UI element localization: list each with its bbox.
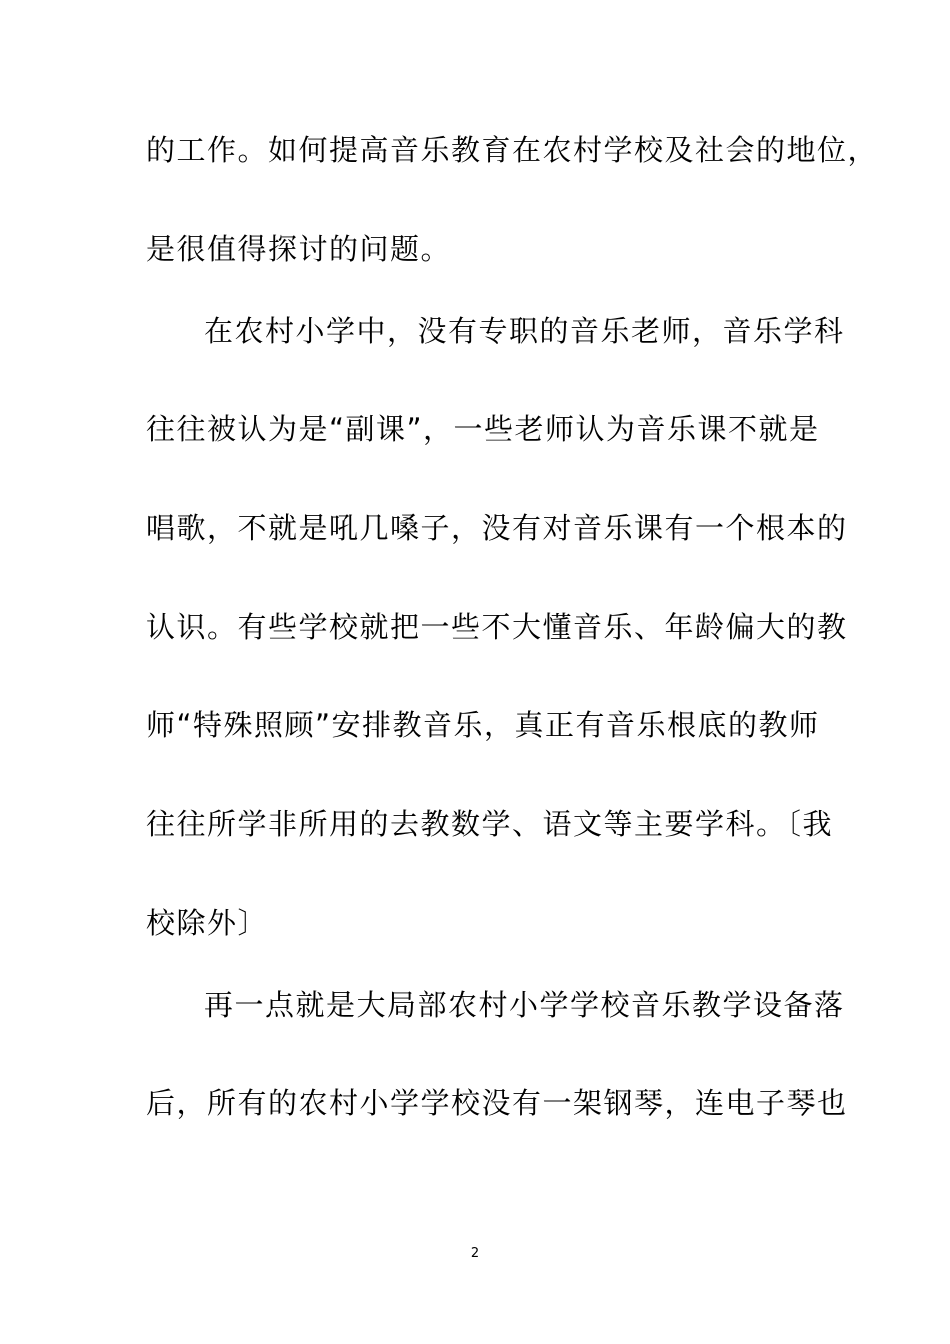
text-line: 后，所有的农村小学学校没有一架钢琴，连电子琴也 [146, 1086, 848, 1120]
text-line: 唱歌，不就是吼几嗓子，没有对音乐课有一个根本的 [146, 511, 848, 545]
text-line: 校除外〕 [146, 906, 269, 940]
paragraph-start-line: 再一点就是大局部农村小学学校音乐教学设备落 [204, 988, 845, 1022]
text-line: 是很值得探讨的问题。 [146, 232, 452, 266]
text-line: 往往所学非所用的去教数学、语文等主要学科。〔我 [146, 807, 834, 841]
text-line: 的工作。如何提高音乐教育在农村学校及社会的地位， [146, 133, 879, 167]
text-line: 往往被认为是“副课”，一些老师认为音乐课不就是 [146, 412, 820, 446]
text-line: 师“特殊照顾”安排教音乐，真正有音乐根底的教师 [146, 708, 820, 742]
page-number: 2 [470, 1246, 480, 1261]
paragraph-start-line: 在农村小学中，没有专职的音乐老师，音乐学科 [204, 314, 845, 348]
text-line: 认识。有些学校就把一些不大懂音乐、年龄偏大的教 [146, 610, 848, 644]
